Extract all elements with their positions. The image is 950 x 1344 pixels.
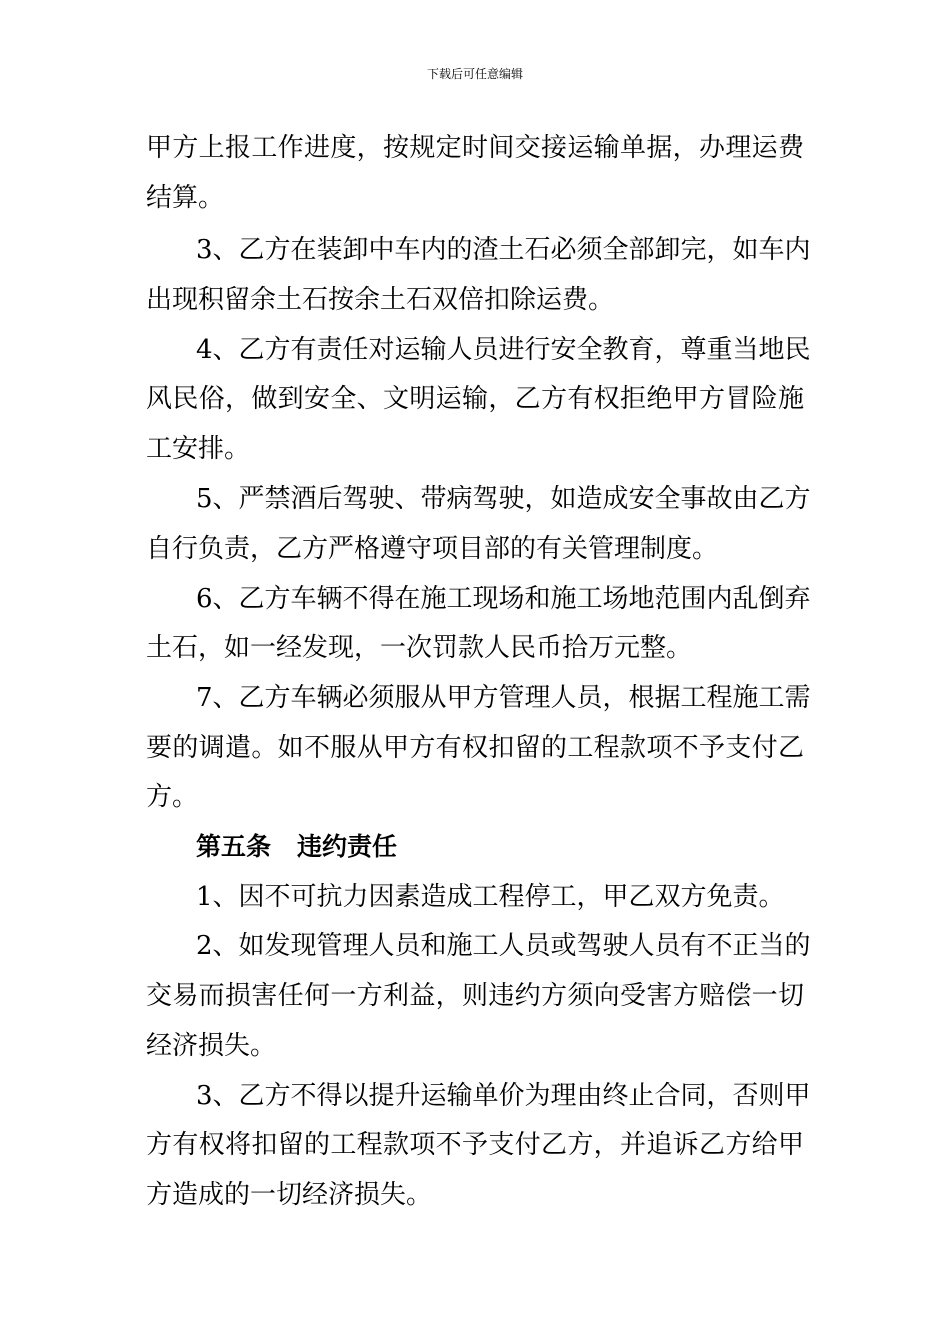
text-line: 要的调遣。如不服从甲方有权扣留的工程款项不予支付乙 bbox=[146, 733, 804, 763]
text-line: 自行负责，乙方严格遵守项目部的有关管理制度。 bbox=[146, 534, 719, 564]
text-line: 6、乙方车辆不得在施工现场和施工场地范围内乱倒弃 bbox=[196, 584, 811, 614]
text-line: 土石，如一经发现，一次罚款人民币拾万元整。 bbox=[146, 633, 693, 663]
section-heading bbox=[196, 827, 397, 867]
text-line: 风民俗，做到安全、文明运输，乙方有权拒绝甲方冒险施 bbox=[146, 384, 804, 414]
text-line: 2、如发现管理人员和施工人员或驾驶人员有不正当的 bbox=[196, 931, 811, 961]
text-line: 1、因不可抗力因素造成工程停工，甲乙双方免责。 bbox=[196, 882, 785, 912]
text-line: 出现积留余土石按余土石双倍扣除运费。 bbox=[146, 285, 615, 315]
text-line: 方造成的一切经济损失。 bbox=[146, 1180, 433, 1210]
section-title: 违约责任 bbox=[297, 832, 398, 861]
text-line: 7、乙方车辆必须服从甲方管理人员，根据工程施工需 bbox=[196, 683, 811, 713]
text-line: 方有权将扣留的工程款项不予支付乙方，并追诉乙方给甲 bbox=[146, 1130, 804, 1160]
page-header: 下载后可任意编辑 bbox=[426, 67, 523, 81]
text-line: 4、乙方有责任对运输人员进行安全教育，尊重当地民 bbox=[196, 335, 811, 365]
text-line: 交易而损害任何一方利益，则违约方须向受害方赔偿一切 bbox=[146, 981, 804, 1011]
text-line: 经济损失。 bbox=[146, 1031, 277, 1061]
text-line: 方。 bbox=[146, 782, 199, 812]
text-line: 甲方上报工作进度，按规定时间交接运输单据，办理运费 bbox=[146, 133, 804, 163]
text-line: 3、乙方在装卸中车内的渣土石必须全部卸完，如车内 bbox=[196, 235, 811, 265]
text-line: 结算。 bbox=[146, 183, 225, 213]
section-article-number: 第五条 bbox=[196, 832, 272, 861]
text-line: 工安排。 bbox=[146, 434, 251, 464]
text-line: 3、乙方不得以提升运输单价为理由终止合同，否则甲 bbox=[196, 1081, 811, 1111]
text-line: 5、严禁酒后驾驶、带病驾驶，如造成安全事故由乙方 bbox=[196, 484, 811, 514]
